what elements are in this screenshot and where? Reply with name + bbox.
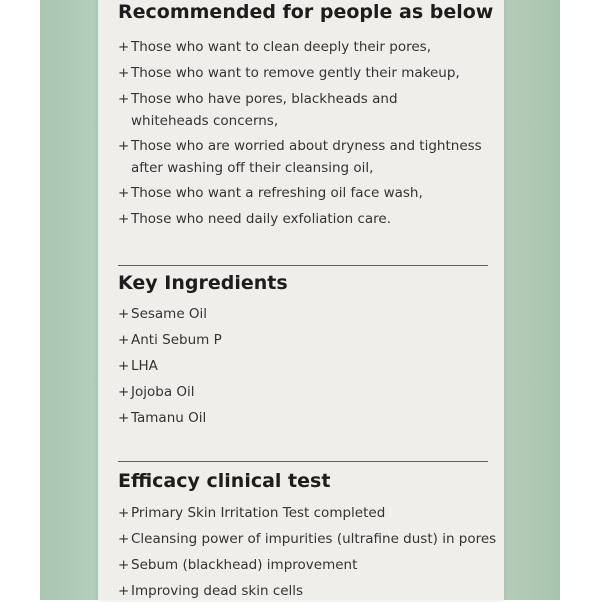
- list-item: [118, 554, 498, 576]
- bullet: +: [118, 557, 130, 573]
- bullet: +: [118, 91, 130, 107]
- list-item: [118, 407, 498, 429]
- list-item: [118, 381, 498, 403]
- bullet: +: [118, 65, 130, 81]
- bullet: +: [118, 583, 130, 599]
- section-heading-efficacy: Efficacy clinical test: [118, 470, 331, 492]
- bullet: +: [118, 306, 130, 322]
- list-item-line: whiteheads concerns,: [131, 113, 279, 129]
- bullet: +: [118, 211, 130, 227]
- list-item: [118, 36, 498, 58]
- list-item-text: Those who want a refreshing oil face wash,: [131, 185, 423, 201]
- list-item: [118, 62, 498, 84]
- list-item: [118, 182, 498, 204]
- list-item-text: Jojoba Oil: [131, 384, 195, 400]
- list-item-text: Those who want to remove gently their makeup,: [131, 65, 460, 81]
- list-item-text: [131, 135, 482, 179]
- section-heading-recommended: Recommended for people as below: [118, 1, 494, 23]
- bullet: +: [118, 384, 130, 400]
- bullet: +: [118, 358, 130, 374]
- section-heading-key-ingredients: Key Ingredients: [118, 272, 288, 294]
- list-item-text: Those who want to clean deeply their pores,: [131, 39, 431, 55]
- list-item: [118, 329, 498, 351]
- list-item-text: Those who need daily exfoliation care.: [131, 211, 392, 227]
- bullet: +: [118, 185, 130, 201]
- bullet: +: [118, 39, 130, 55]
- list-item-text: Anti Sebum P: [131, 332, 222, 348]
- bullet: +: [118, 531, 130, 547]
- list-item-text: [131, 88, 398, 132]
- bullet: +: [118, 332, 130, 348]
- section-divider: [118, 461, 488, 462]
- list-item-text: Sebum (blackhead) improvement: [131, 557, 358, 573]
- list-item-text: Improving dead skin cells: [131, 583, 304, 599]
- list-item-text: Sesame Oil: [131, 306, 208, 322]
- list-item: [118, 355, 498, 377]
- list-item: [118, 580, 498, 602]
- section-divider: [118, 265, 488, 266]
- list-item: [118, 208, 498, 230]
- bullet: +: [118, 410, 130, 426]
- list-item: [118, 528, 498, 550]
- list-item: [118, 502, 498, 524]
- list-item-line: Those who have pores, blackheads and: [131, 91, 398, 107]
- list-item-text: Primary Skin Irritation Test completed: [131, 505, 386, 521]
- list-item-text: Tamanu Oil: [131, 410, 207, 426]
- list-item: [118, 88, 498, 132]
- list-item: [118, 303, 498, 325]
- list-item-line: Those who are worried about dryness and tightness: [131, 138, 482, 154]
- bullet: +: [118, 138, 130, 154]
- bullet: +: [118, 505, 130, 521]
- list-item: [118, 135, 498, 179]
- list-item-line: after washing off their cleansing oil,: [131, 160, 374, 176]
- list-item-text: Cleansing power of impurities (ultrafine dust) in pores: [131, 531, 497, 547]
- list-item-text: LHA: [131, 358, 158, 374]
